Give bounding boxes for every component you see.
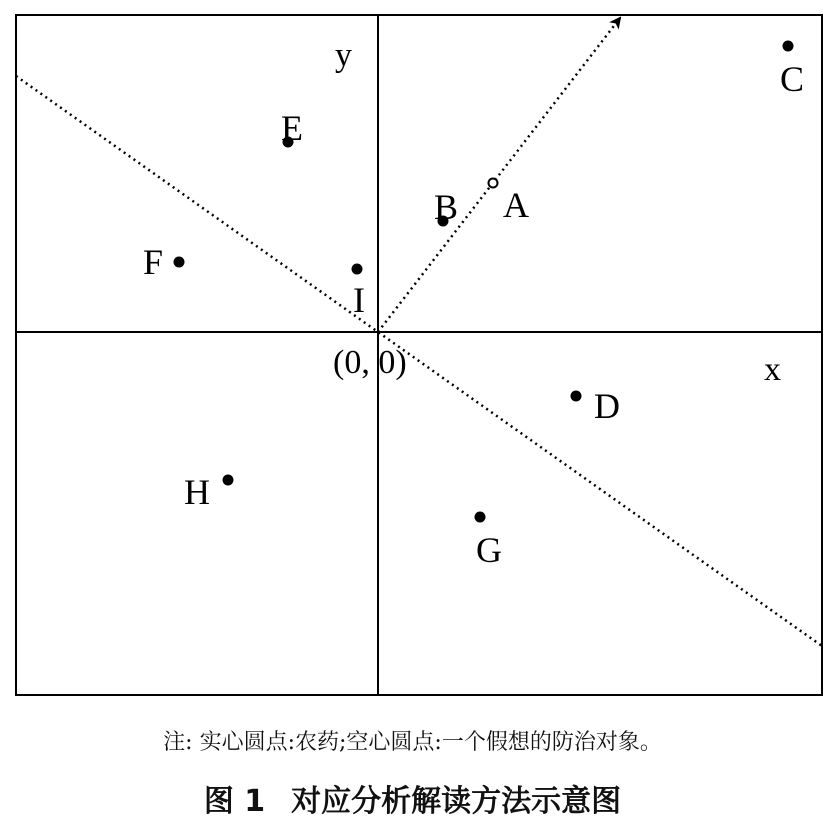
point-h-label: H [184,472,210,512]
point-f-label: F [143,242,164,282]
point-b [434,187,458,227]
point-g-label: G [476,530,502,570]
figure-caption [0,776,825,820]
point-e-label: E [281,108,303,148]
perpendicular-dotted-line [16,76,822,646]
point-h [184,472,234,512]
y-axis-label: y [335,37,352,74]
point-c [780,41,804,100]
point-f-marker [174,257,185,268]
point-d-label: D [594,386,620,426]
point-a-marker [489,179,498,188]
point-f [143,242,185,282]
point-g-marker [475,512,486,523]
point-c-marker [783,41,794,52]
figure-note: 注: 实心圆点:农药;空心圆点:一个假想的防治对象。 [163,730,662,755]
target-direction-arrow [378,18,620,332]
point-d [571,386,621,426]
point-g [475,512,503,571]
point-h-marker [223,475,234,486]
point-i-marker [352,264,363,275]
figure-title: 对应分析解读方法示意图 [291,784,622,819]
point-i-label: I [353,280,365,320]
point-d-marker [571,391,582,402]
point-e [281,108,303,148]
origin-label: (0, 0) [333,344,407,381]
point-b-label: B [434,187,459,227]
point-i [352,264,366,321]
plot-frame [16,15,822,695]
point-a [489,179,530,226]
x-axis-label: x [764,351,781,388]
figure-number: 图 1 [203,784,266,819]
point-a-label: A [503,185,529,225]
point-c-label: C [780,59,805,99]
